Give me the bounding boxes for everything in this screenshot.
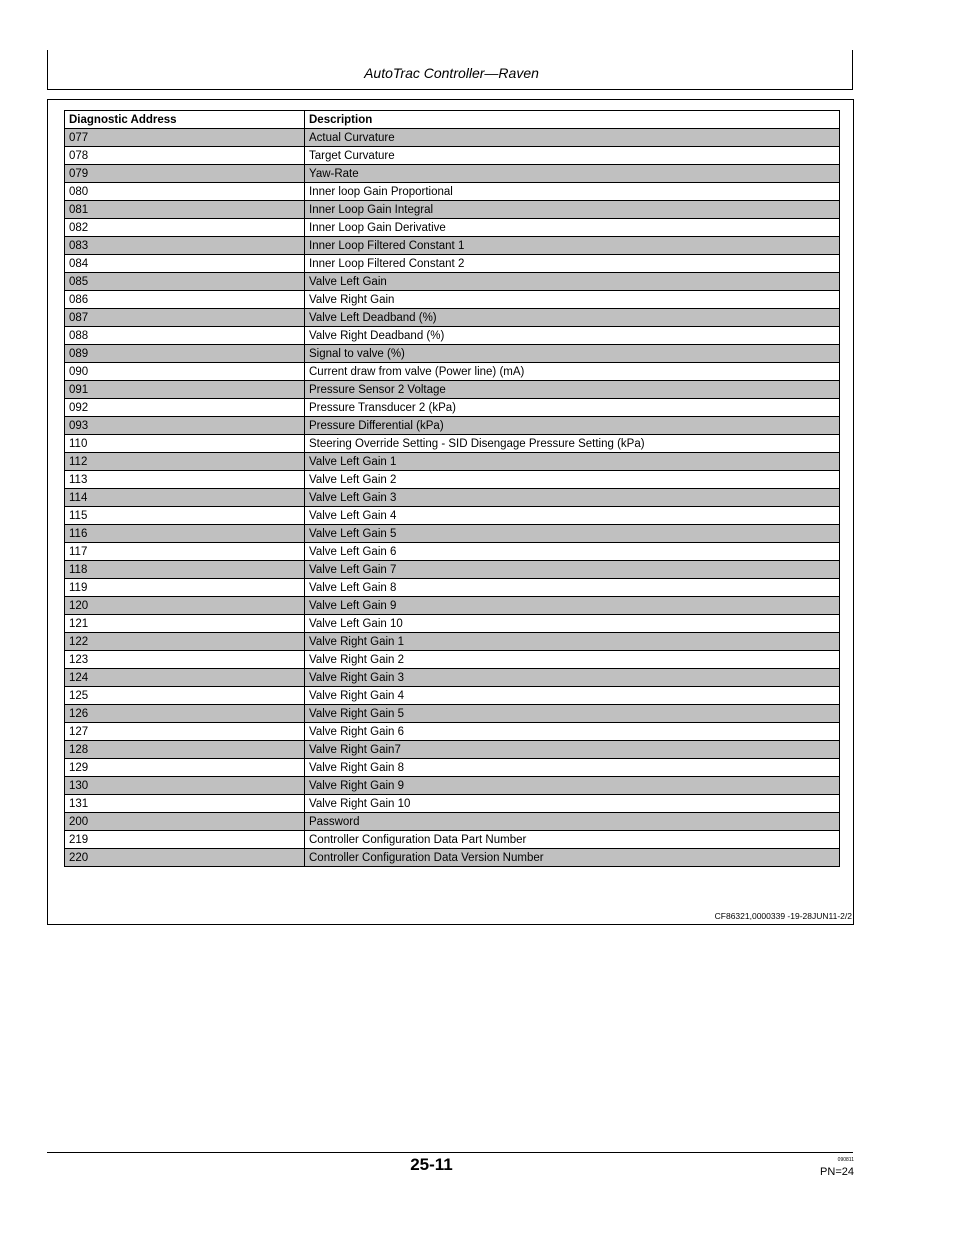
- table-row: [65, 723, 840, 741]
- address-cell: 122: [65, 633, 305, 651]
- address-cell: 121: [65, 615, 305, 633]
- table-row: [65, 417, 840, 435]
- address-cell: 116: [65, 525, 305, 543]
- table-row: [65, 309, 840, 327]
- description-cell: Valve Left Gain 7: [305, 561, 840, 579]
- description-cell: Controller Configuration Data Version Number: [305, 849, 840, 867]
- pn-label: PN=24: [820, 1166, 854, 1178]
- description-cell: Valve Left Gain 6: [305, 543, 840, 561]
- column-header-address: Diagnostic Address: [65, 111, 305, 129]
- description-cell: Valve Right Gain 5: [305, 705, 840, 723]
- table-row: [65, 399, 840, 417]
- table-row: [65, 327, 840, 345]
- description-cell: Valve Right Gain 3: [305, 669, 840, 687]
- description-cell: Valve Right Gain7: [305, 741, 840, 759]
- description-cell: Valve Left Gain 8: [305, 579, 840, 597]
- address-cell: 120: [65, 597, 305, 615]
- table-row: [65, 273, 840, 291]
- footer-rule: [47, 1152, 853, 1153]
- table-row: [65, 381, 840, 399]
- description-cell: Valve Right Gain 9: [305, 777, 840, 795]
- description-cell: Password: [305, 813, 840, 831]
- address-cell: 130: [65, 777, 305, 795]
- address-cell: 123: [65, 651, 305, 669]
- description-cell: Valve Left Gain 10: [305, 615, 840, 633]
- table-row: [65, 849, 840, 867]
- table-row: [65, 345, 840, 363]
- description-cell: Pressure Transducer 2 (kPa): [305, 399, 840, 417]
- address-cell: 087: [65, 309, 305, 327]
- address-cell: 131: [65, 795, 305, 813]
- table-row: [65, 291, 840, 309]
- table-row: [65, 165, 840, 183]
- small-date-code: 090811: [837, 1157, 854, 1163]
- address-cell: 077: [65, 129, 305, 147]
- table-row: [65, 831, 840, 849]
- table-row: [65, 561, 840, 579]
- description-cell: Inner Loop Gain Integral: [305, 201, 840, 219]
- table-row: [65, 363, 840, 381]
- description-cell: Inner Loop Gain Derivative: [305, 219, 840, 237]
- address-cell: 117: [65, 543, 305, 561]
- address-cell: 084: [65, 255, 305, 273]
- table-row: [65, 453, 840, 471]
- description-cell: Pressure Differential (kPa): [305, 417, 840, 435]
- table-row: [65, 705, 840, 723]
- description-cell: Valve Right Deadband (%): [305, 327, 840, 345]
- address-cell: 086: [65, 291, 305, 309]
- address-cell: 083: [65, 237, 305, 255]
- description-cell: Valve Right Gain 1: [305, 633, 840, 651]
- address-cell: 112: [65, 453, 305, 471]
- description-cell: Valve Left Gain 5: [305, 525, 840, 543]
- table-row: [65, 741, 840, 759]
- description-cell: Valve Right Gain: [305, 291, 840, 309]
- description-cell: Valve Right Gain 6: [305, 723, 840, 741]
- address-cell: 090: [65, 363, 305, 381]
- table-row: [65, 579, 840, 597]
- address-cell: 079: [65, 165, 305, 183]
- address-cell: 220: [65, 849, 305, 867]
- address-cell: 110: [65, 435, 305, 453]
- table-row: [65, 255, 840, 273]
- address-cell: 124: [65, 669, 305, 687]
- description-cell: Current draw from valve (Power line) (mA): [305, 363, 840, 381]
- table-row: [65, 687, 840, 705]
- table-row: [65, 201, 840, 219]
- description-cell: Steering Override Setting - SID Disengage Pressure Setting (kPa): [305, 435, 840, 453]
- address-cell: 125: [65, 687, 305, 705]
- description-cell: Valve Left Gain 4: [305, 507, 840, 525]
- table-row: [65, 219, 840, 237]
- address-cell: 085: [65, 273, 305, 291]
- page-number: 25-11: [410, 1155, 453, 1174]
- description-cell: Valve Left Gain 3: [305, 489, 840, 507]
- address-cell: 127: [65, 723, 305, 741]
- table-row: [65, 759, 840, 777]
- table-row: [65, 597, 840, 615]
- description-cell: Valve Left Gain 1: [305, 453, 840, 471]
- description-cell: Actual Curvature: [305, 129, 840, 147]
- description-cell: Yaw-Rate: [305, 165, 840, 183]
- table-row: [65, 651, 840, 669]
- table-row: [65, 795, 840, 813]
- description-cell: Valve Left Deadband (%): [305, 309, 840, 327]
- address-cell: 089: [65, 345, 305, 363]
- table-row: [65, 633, 840, 651]
- description-cell: Pressure Sensor 2 Voltage: [305, 381, 840, 399]
- table-row: [65, 435, 840, 453]
- description-cell: Valve Left Gain: [305, 273, 840, 291]
- page-header-title: AutoTrac Controller—Raven: [364, 65, 539, 81]
- table-row: [65, 183, 840, 201]
- column-header-description: Description: [305, 111, 840, 129]
- header-rule-bottom: [47, 89, 853, 90]
- address-cell: 126: [65, 705, 305, 723]
- description-cell: Valve Right Gain 2: [305, 651, 840, 669]
- description-cell: Inner Loop Filtered Constant 2: [305, 255, 840, 273]
- address-cell: 219: [65, 831, 305, 849]
- address-cell: 091: [65, 381, 305, 399]
- address-cell: 200: [65, 813, 305, 831]
- table-row: [65, 615, 840, 633]
- table-row: [65, 147, 840, 165]
- address-cell: 082: [65, 219, 305, 237]
- description-cell: Inner loop Gain Proportional: [305, 183, 840, 201]
- table-row: [65, 813, 840, 831]
- address-cell: 119: [65, 579, 305, 597]
- table-row: [65, 543, 840, 561]
- address-cell: 115: [65, 507, 305, 525]
- description-cell: Signal to valve (%): [305, 345, 840, 363]
- table-row: [65, 669, 840, 687]
- table-row: [65, 507, 840, 525]
- address-cell: 078: [65, 147, 305, 165]
- table-row: [65, 237, 840, 255]
- address-cell: 092: [65, 399, 305, 417]
- address-cell: 093: [65, 417, 305, 435]
- address-cell: 129: [65, 759, 305, 777]
- description-cell: Valve Right Gain 10: [305, 795, 840, 813]
- table-header-row: [65, 111, 840, 129]
- description-cell: Target Curvature: [305, 147, 840, 165]
- table-row: [65, 471, 840, 489]
- table-row: [65, 129, 840, 147]
- address-cell: 118: [65, 561, 305, 579]
- table-row: [65, 777, 840, 795]
- address-cell: 088: [65, 327, 305, 345]
- diagnostic-address-table: [64, 110, 840, 867]
- description-cell: Inner Loop Filtered Constant 1: [305, 237, 840, 255]
- table-body: [65, 129, 840, 867]
- description-cell: Valve Right Gain 8: [305, 759, 840, 777]
- address-cell: 081: [65, 201, 305, 219]
- description-cell: Valve Left Gain 9: [305, 597, 840, 615]
- description-cell: Controller Configuration Data Part Number: [305, 831, 840, 849]
- description-cell: Valve Right Gain 4: [305, 687, 840, 705]
- address-cell: 080: [65, 183, 305, 201]
- description-cell: Valve Left Gain 2: [305, 471, 840, 489]
- address-cell: 128: [65, 741, 305, 759]
- table-row: [65, 525, 840, 543]
- table-row: [65, 489, 840, 507]
- address-cell: 114: [65, 489, 305, 507]
- address-cell: 113: [65, 471, 305, 489]
- reference-code: CF86321,0000339 -19-28JUN11-2/2: [714, 911, 852, 921]
